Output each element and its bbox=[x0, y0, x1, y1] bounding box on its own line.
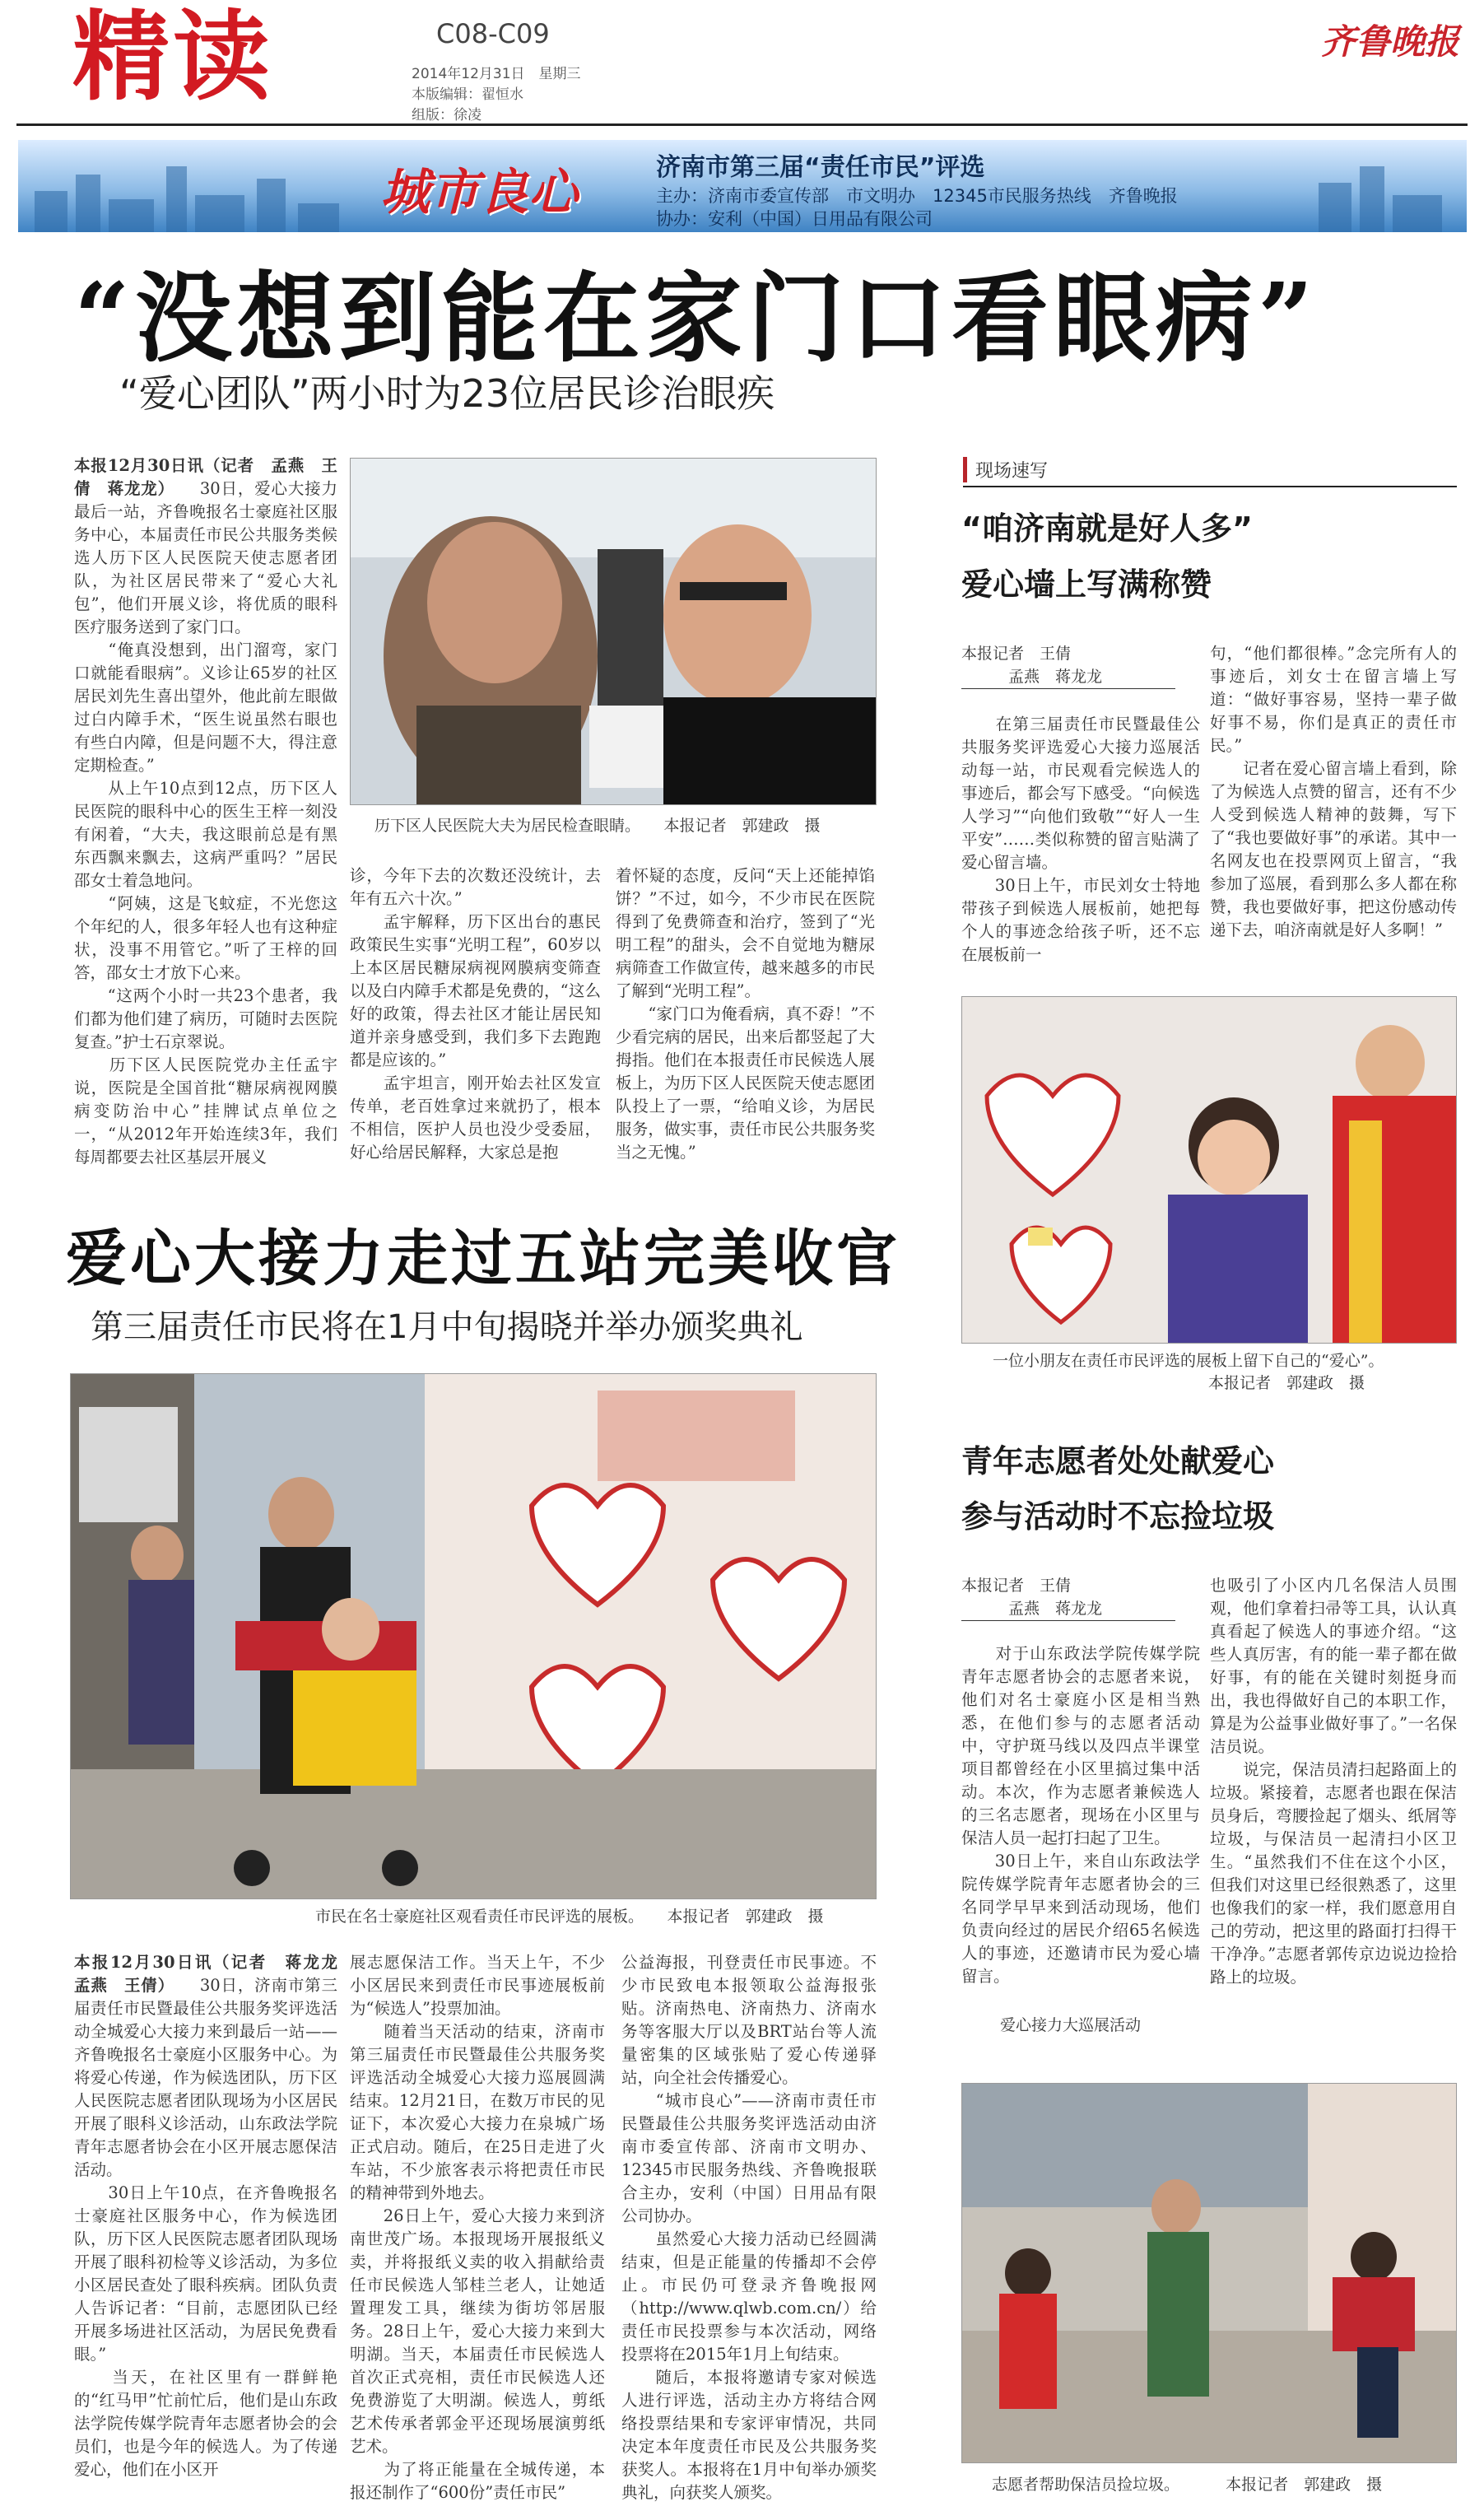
article1-column-1 bbox=[74, 454, 337, 1167]
side2-byline-line2: 孟燕 蒋龙龙 bbox=[961, 1597, 1175, 1621]
page-editor: 本版编辑：翟恒水 bbox=[412, 86, 523, 103]
banner-heading: 济南市第三届“责任市民”评选 bbox=[656, 153, 985, 182]
side2-headline-line1: 青年志愿者处处献爱心 bbox=[961, 1443, 1275, 1479]
side2-column-1 bbox=[961, 1642, 1200, 2005]
scene-sketch-tag: 现场速写 bbox=[963, 457, 1048, 482]
side1-col1-text: 在第三届责任市民暨最佳公共服务奖评选爱心大接力巡展活动每一站，市民观看完候选人的事迹后，都会写下感受。“向候选人学习”“向他们致敬”“好人一生平安”……类似称赞的留言贴满了爱心留言墙。 30日上午，市民刘女士特地带孩子到候选人展板前，她把每个人的事迹念给孩子听，还不忘在展板前一 bbox=[961, 715, 1200, 964]
side1-photo-child-wall bbox=[961, 996, 1457, 1344]
masthead-rule bbox=[16, 123, 1468, 126]
banner-co-organizer: 协办：安利（中国）日用品有限公司 bbox=[656, 209, 933, 229]
issue-date: 2014年12月31日 星期三 bbox=[412, 66, 581, 82]
banner-sponsor: 主办：济南市委宣传部 市文明办 12345市民服务热线 齐鲁晚报 bbox=[656, 186, 1178, 206]
side1-photo-credit: 本报记者 郭建政 摄 bbox=[1208, 1374, 1365, 1392]
side2-col2-text: 也吸引了小区内几名保洁人员围观，他们拿着扫帚等工具，认认真真看起了候选人的事迹介绍。“这些人真厉害，有的能一辈子都在做好事，有的能在关键时刻挺身而出，我也得做好自己的本职工作，算是为公益事业做好事了。”一名保洁员说。 说完，保洁员清扫起路面上的垃圾。紧接着，志愿者也跟在保洁员身后，弯腰捡起了烟头、纸屑等垃圾，与保洁员一起清扫小区卫生。“虽然我们不住在这个小区，但我们对这里已经很熟悉了，这里也像我们的家一样，我们愿意用自己的劳动，把这里的路面打扫得干干净净。”志愿者郭传京边说边捡拾路上的垃圾。 bbox=[1210, 1576, 1457, 1987]
side2-photo-credit: 本报记者 郭建政 摄 bbox=[1226, 2476, 1383, 2494]
side2-photo-caption-text: 志愿者帮助保洁员捡垃圾。 bbox=[992, 2476, 1180, 2494]
page-code: C08-C09 bbox=[436, 18, 550, 49]
article1-byline: 本报12月30日讯（记者 孟燕 王倩 蒋龙龙） bbox=[74, 456, 337, 498]
article2-column-1 bbox=[74, 1951, 354, 2495]
side1-headline-line1: “咱济南就是好人多” bbox=[961, 510, 1253, 547]
article1-col1-text: 30日，爱心大接力最后一站，齐鲁晚报名士豪庭社区服务中心，本届责任市民公共服务类候选人历下区人民医院天使志愿者团队，为社区居民带来了“爱心大礼包”，他们开展义诊，将优质的眼科医疗服务送到了家门口。 “俺真没想到，出门溜弯，家门口就能看眼病”。义诊让65岁的社区居民刘先生喜出望外，他此前左眼做过白内障手术，“医生说虽然右眼也有些白内障，但是问题不大，得注意定期检查。” 从上午10点到12点，历下区人民医院的眼科中心的医生王梓一刻没有闲着，“大夫，我这眼前总是有黑东西飘来飘去，这病严重吗？”居民邵女士着急地问。 “阿姨，这是飞蚊症，不光您这个年纪的人，很多年轻人也有这种症状，没事不用管它。”听了王梓的回答，邵女士才放下心来。 “这两个小时一共23个患者，我们都为他们建了病历，可随时去医院复查。”护士石京翠说。 历下区人民医院党办主任孟宇说，医院是全国首批“糖尿病视网膜病变防治中心”挂牌试点单位之一，“从2012年开始连续3年，我们每周都要去社区基层开展义 bbox=[74, 479, 337, 1167]
side1-column-1 bbox=[961, 713, 1200, 976]
side2-headline-line2: 参与活动时不忘捡垃圾 bbox=[961, 1498, 1275, 1535]
banner-text bbox=[656, 147, 1306, 227]
article2-column-3 bbox=[621, 1951, 877, 2502]
article1-col3-text: 着怀疑的态度，反问“天上还能掉馅饼？”不过，如今，不少市民在医院得到了免费筛查和治疗，签到了“光明工程”的甜头，会不自觉地为糖尿病筛查工作做宣传，越来越多的市民了解到“光明工程”。 “家门口为俺看病，真不孬！”不少看完病的居民，出来后都竖起了大拇指。他们在本报责任市民候选人展板上，为历下区人民医院天使志愿团队投上了一票，“给咱义诊，为居民服务，做实事，责任市民公共服务奖当之无愧。” bbox=[616, 866, 875, 1162]
article2-col3-text: 公益海报，刊登责任市民事迹。不少市民致电本报领取公益海报张贴。济南热电、济南热力、济南水务等客服大厅以及BRT站台等人流量密集的区域张贴了爱心传递驿站，向全社会传播爱心。 “城市良心”——济南市责任市民暨最佳公共服务奖评选活动由济南市委宣传部、济南市文明办、12345市民服务热线、齐鲁晚报联合主办，安利（中国）日用品有限公司协办。 虽然爱心大接力活动已经圆满结束，但是正能量的传播却不会停止。市民仍可登录齐鲁晚报网（http://www.qlwb.com.cn/）给责任市民投票参与本次活动，网络投票将在2015年1月上旬结束。 随后，本报将邀请专家对候选人进行评选，活动主办方将结合网络投票结果和专家评审情况，共同决定本年度责任市民及公共服务奖获奖人。本报将在1月中旬举办颁奖典礼，向获奖人颁奖。 bbox=[621, 1953, 877, 2502]
page-meta bbox=[412, 64, 581, 126]
side2-column-2 bbox=[1210, 1574, 1457, 1986]
side1-byline-line1: 本报记者 王倩 bbox=[961, 645, 1072, 663]
article2-subheadline: 第三届责任市民将在1月中旬揭晓并举办颁奖典礼 bbox=[91, 1308, 803, 1346]
campaign-logo: 城市良心 bbox=[380, 164, 578, 221]
page-layout-credit: 组版：徐凌 bbox=[412, 107, 481, 123]
side-rule bbox=[963, 486, 1457, 487]
article2-photo-caption: 市民在名士豪庭社区观看责任市民评选的展板。 本报记者 郭建政 摄 bbox=[315, 1908, 824, 1926]
campaign-banner bbox=[18, 140, 1467, 232]
side1-byline bbox=[961, 642, 1175, 689]
main-headline: “没想到能在家门口看眼病” bbox=[74, 261, 1319, 375]
section-title: 精读 bbox=[72, 0, 274, 114]
side1-headline-line2: 爱心墙上写满称赞 bbox=[961, 566, 1212, 603]
article1-col2-text: 诊，今年下去的次数还没统计，去年有五六十次。” 孟宇解释，历下区出台的惠民政策民生实事“光明工程”，60岁以上本区居民糖尿病视网膜病变筛查以及白内障手术都是免费的，“这么好的政策，得去社区才能让居民知道并亲身感受到，我们多下去跑跑都是应该的。” 孟宇坦言，刚开始去社区发宣传单，老百姓拿过来就扔了，根本不相信，医护人员也没少受委屈，好心给居民解释，大家总是抱 bbox=[350, 866, 601, 1162]
side2-byline bbox=[961, 1574, 1175, 1621]
side2-note: 爱心接力大巡展活动 bbox=[1000, 2016, 1142, 2034]
side2-byline-line1: 本报记者 王倩 bbox=[961, 1577, 1072, 1595]
side2-photo-volunteers bbox=[961, 2083, 1457, 2463]
article1-photo-eye-exam bbox=[350, 458, 877, 805]
side1-photo-caption bbox=[961, 1350, 1455, 1395]
article2-col1-text: 30日，济南市第三届责任市民暨最佳公共服务奖评选活动全城爱心大接力来到最后一站——齐鲁晚报名士豪庭小区服务中心。为将爱心传递，作为候选团队，历下区人民医院志愿者团队现场为小区居民开展了眼科义诊活动，山东政法学院青年志愿者协会在小区开展志愿保洁活动。 30日上午10点，在齐鲁晚报名士豪庭社区服务中心，作为候选团队，历下区人民医院志愿者团队现场开展了眼科初检等义诊活动，为多位小区居民查处了眼科疾病。团队负责人告诉记者：“目前，志愿团队已经开展多场进社区活动，为居民免费看眼。” 当天，在社区里有一群鲜艳的“红马甲”忙前忙后，他们是山东政法学院传媒学院青年志愿者协会的会员们，也是今年的候选人。为了传递爱心，他们在小区开 bbox=[74, 1976, 337, 2479]
article2-photo-exhibition bbox=[70, 1373, 877, 1899]
side1-byline-line2: 孟燕 蒋龙龙 bbox=[961, 665, 1175, 689]
article1-column-2 bbox=[350, 864, 601, 1162]
side1-photo-caption-text: 一位小朋友在责任市民评选的展板上留下自己的“爱心”。 bbox=[961, 1352, 1384, 1370]
article2-headline: 爱心大接力走过五站完美收官 bbox=[66, 1223, 900, 1294]
article1-photo-caption: 历下区人民医院大夫为居民检查眼睛。 本报记者 郭建政 摄 bbox=[374, 817, 821, 835]
paper-logo: 齐鲁晚报 bbox=[1321, 21, 1460, 62]
side2-col1-text: 对于山东政法学院传媒学院青年志愿者协会的志愿者来说，他们对名士豪庭小区是相当熟悉，在他们参与的志愿者活动中，守护斑马线以及四点半课堂项目都曾经在小区里搞过集中活动。本次，作为志愿者兼候选人的三名志愿者，现场在小区里与保洁人员一起打扫起了卫生。 30日上午，来自山东政法学院传媒学院青年志愿者协会的三名同学早早来到活动现场，他们负责向经过的居民介绍65名候选人的事迹，还邀请市民为爱心墙留言。 bbox=[961, 1644, 1200, 1986]
article2-byline: 本报12月30日讯（记者 蒋龙龙 孟燕 王倩） bbox=[74, 1953, 354, 1995]
main-subheadline: “爱心团队”两小时为23位居民诊治眼疾 bbox=[119, 371, 775, 416]
article2-column-2 bbox=[350, 1951, 605, 2502]
side1-column-2 bbox=[1210, 642, 1457, 976]
article1-column-3 bbox=[616, 864, 875, 1162]
side1-col2-text: 句，“他们都很棒。”念完所有人的事迹后，刘女士在留言墙上写道：“做好事容易，坚持一辈子做好事不易，你们是真正的责任市民。” 记者在爱心留言墙上看到，除了为候选人点赞的留言，还有不少人受到候选人精神的鼓舞，写下了“我也要做好事”的承诺。其中一名网友也在投票网页上留言，“我参加了巡展，看到那么多人都在称赞，我也要做好事，把这份感动传递下去，咱济南就是好人多啊！” bbox=[1210, 644, 1457, 939]
article2-col2-text: 展志愿保洁工作。当天上午，不少小区居民来到责任市民事迹展板前为“候选人”投票加油。 随着当天活动的结束，济南市第三届责任市民暨最佳公共服务奖评选活动全城爱心大接力巡展圆满结束。12月21日，在数万市民的见证下，本次爱心大接力在泉城广场正式启动。随后，在25日走进了火车站，不少旅客表示将把责任市民的精神带到外地去。 26日上午，爱心大接力来到济南世茂广场。本报现场开展报纸义卖，并将报纸义卖的收入捐献给责任市民候选人邹桂兰老人，让她适置理发工具，继续为街坊邻居服务。28日上午，爱心大接力来到大明湖。当天，本届责任市民候选人首次正式亮相，责任市民候选人还免费游览了大明湖。候选人，剪纸艺术传承者郭金平还现场展演剪纸艺术。 为了将正能量在全城传递，本报还制作了“600份”责任市民” bbox=[350, 1953, 605, 2502]
side2-photo-caption bbox=[992, 2474, 1469, 2496]
